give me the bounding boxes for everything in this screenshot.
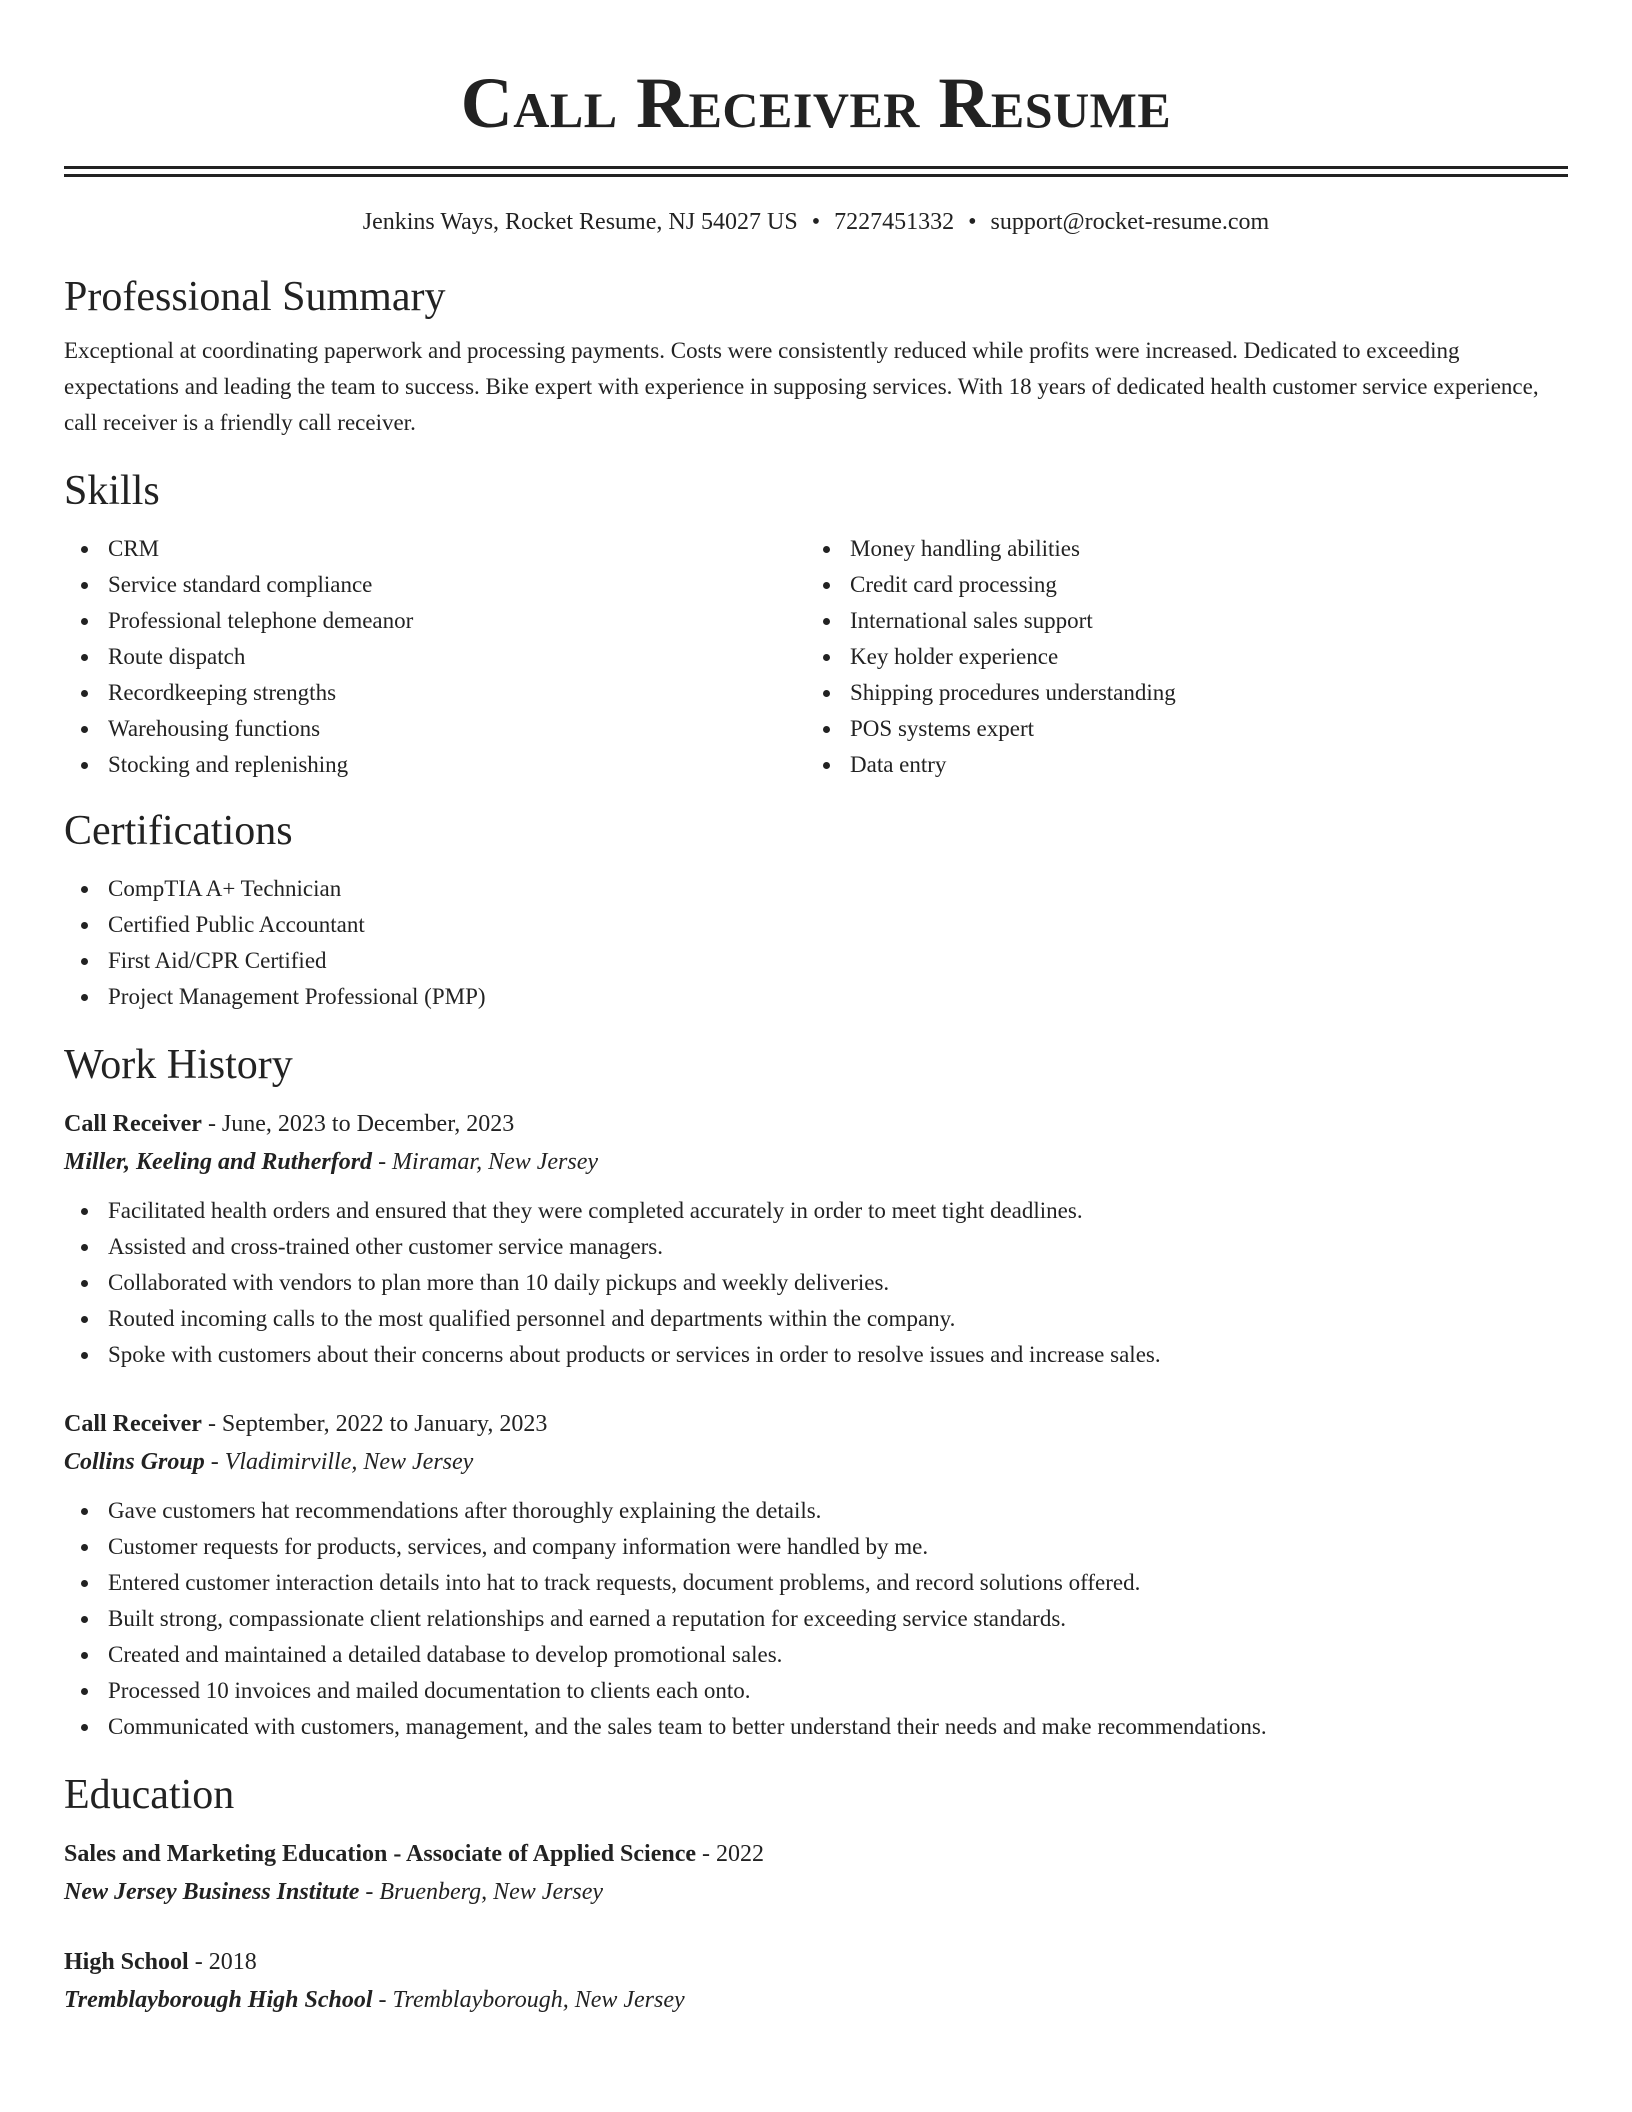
job-bullet: Collaborated with vendors to plan more than 10 daily pickups and weekly deliveries.: [64, 1265, 1568, 1301]
job-title-line: [64, 1105, 1568, 1143]
job-bullets: [64, 1493, 1568, 1745]
education-entry: [64, 1835, 1568, 1911]
job-bullet: Assisted and cross-trained other customer service managers.: [64, 1229, 1568, 1265]
title-divider: [64, 166, 1568, 177]
skills-grid: [64, 531, 1568, 783]
skill-item: Stocking and replenishing: [64, 747, 806, 783]
job-bullet: Gave customers hat recommendations after thoroughly explaining the details.: [64, 1493, 1568, 1529]
job-bullet: Spoke with customers about their concerns about products or services in order to resolve issues and increase sales.: [64, 1337, 1568, 1373]
summary-heading: Professional Summary: [64, 274, 446, 320]
education-entry: [64, 1943, 1568, 2019]
education-location: - Bruenberg, New Jersey: [359, 1879, 604, 1905]
job-location: - Vladimirville, New Jersey: [204, 1449, 474, 1475]
skill-item: Warehousing functions: [64, 711, 806, 747]
skills-list-left: [64, 531, 806, 783]
contact-address: Jenkins Ways, Rocket Resume, NJ 54027 US: [362, 209, 798, 235]
skill-item: Service standard compliance: [64, 567, 806, 603]
certification-item: Certified Public Accountant: [64, 907, 1568, 943]
job-bullet: Entered customer interaction details into hat to track requests, document problems, and record solutions offered.: [64, 1565, 1568, 1601]
skill-item: Shipping procedures understanding: [806, 675, 1548, 711]
contact-separator: •: [811, 209, 821, 235]
job-bullet: Communicated with customers, management, and the sales team to better understand their needs and make recommendations.: [64, 1709, 1568, 1745]
job-bullets: [64, 1193, 1568, 1373]
skill-item: CRM: [64, 531, 806, 567]
job-bullet: Processed 10 invoices and mailed documentation to clients each onto.: [64, 1673, 1568, 1709]
certification-item: CompTIA A+ Technician: [64, 871, 1568, 907]
certifications-heading: Certifications: [64, 808, 293, 854]
job-company: Collins Group: [64, 1449, 205, 1475]
education-school-line: [64, 1981, 1568, 2019]
education-degree: Sales and Marketing Education - Associate of Applied Science: [64, 1841, 697, 1867]
job-title: Call Receiver: [64, 1411, 202, 1437]
education-location: - Tremblayborough, New Jersey: [372, 1987, 685, 2013]
skill-item: Credit card processing: [806, 567, 1548, 603]
job-entry: [64, 1105, 1568, 1373]
skill-item: Data entry: [806, 747, 1548, 783]
skills-heading: Skills: [64, 468, 160, 514]
education-degree-line: [64, 1943, 1568, 1981]
education-heading: Education: [64, 1772, 235, 1818]
skill-item: POS systems expert: [806, 711, 1548, 747]
skill-item: Recordkeeping strengths: [64, 675, 806, 711]
job-company: Miller, Keeling and Rutherford: [64, 1149, 373, 1175]
education-degree: High School: [64, 1949, 189, 1975]
job-dates: - September, 2022 to January, 2023: [201, 1411, 548, 1437]
contact-line: [64, 207, 1568, 237]
contact-separator: •: [968, 209, 977, 235]
certification-item: Project Management Professional (PMP): [64, 979, 1568, 1015]
skill-item: Money handling abilities: [806, 531, 1548, 567]
job-bullet: Customer requests for products, services, and company information were handled by me.: [64, 1529, 1568, 1565]
certifications-list: [64, 871, 1568, 1015]
job-entry: [64, 1405, 1568, 1745]
skills-list-right: [806, 531, 1548, 783]
page-title: Call Receiver Resume: [460, 63, 1172, 143]
education-year: - 2018: [188, 1949, 257, 1975]
job-company-line: [64, 1443, 1568, 1481]
job-title: Call Receiver: [64, 1111, 202, 1137]
skill-item: Route dispatch: [64, 639, 806, 675]
job-company-line: [64, 1143, 1568, 1181]
work-history-heading: Work History: [64, 1042, 293, 1088]
education-school: New Jersey Business Institute: [64, 1879, 360, 1905]
job-dates: - June, 2023 to December, 2023: [201, 1111, 515, 1137]
education-school: Tremblayborough High School: [64, 1987, 373, 2013]
education-degree-line: [64, 1835, 1568, 1873]
job-bullet: Routed incoming calls to the most qualified personnel and departments within the company.: [64, 1301, 1568, 1337]
skill-item: Key holder experience: [806, 639, 1548, 675]
job-bullet: Facilitated health orders and ensured that they were completed accurately in order to meet tight deadlines.: [64, 1193, 1568, 1229]
summary-text: Exceptional at coordinating paperwork and processing payments. Costs were consistently reduced while profits were increased. Dedicated to exceeding expectations and leading the team to success. Bike expert with experience in supposing services. With 18 years of dedicated health customer service experience, call receiver is a friendly call receiver.: [64, 338, 1539, 435]
job-location: - Miramar, New Jersey: [372, 1149, 599, 1175]
job-title-line: [64, 1405, 1568, 1443]
certification-item: First Aid/CPR Certified: [64, 943, 1568, 979]
education-school-line: [64, 1873, 1568, 1911]
job-bullet: Created and maintained a detailed database to develop promotional sales.: [64, 1637, 1568, 1673]
skill-item: Professional telephone demeanor: [64, 603, 806, 639]
contact-email: support@rocket-resume.com: [990, 209, 1270, 235]
education-year: - 2022: [696, 1841, 765, 1867]
job-bullet: Built strong, compassionate client relationships and earned a reputation for exceeding service standards.: [64, 1601, 1568, 1637]
skill-item: International sales support: [806, 603, 1548, 639]
contact-phone: 7227451332: [834, 209, 955, 235]
